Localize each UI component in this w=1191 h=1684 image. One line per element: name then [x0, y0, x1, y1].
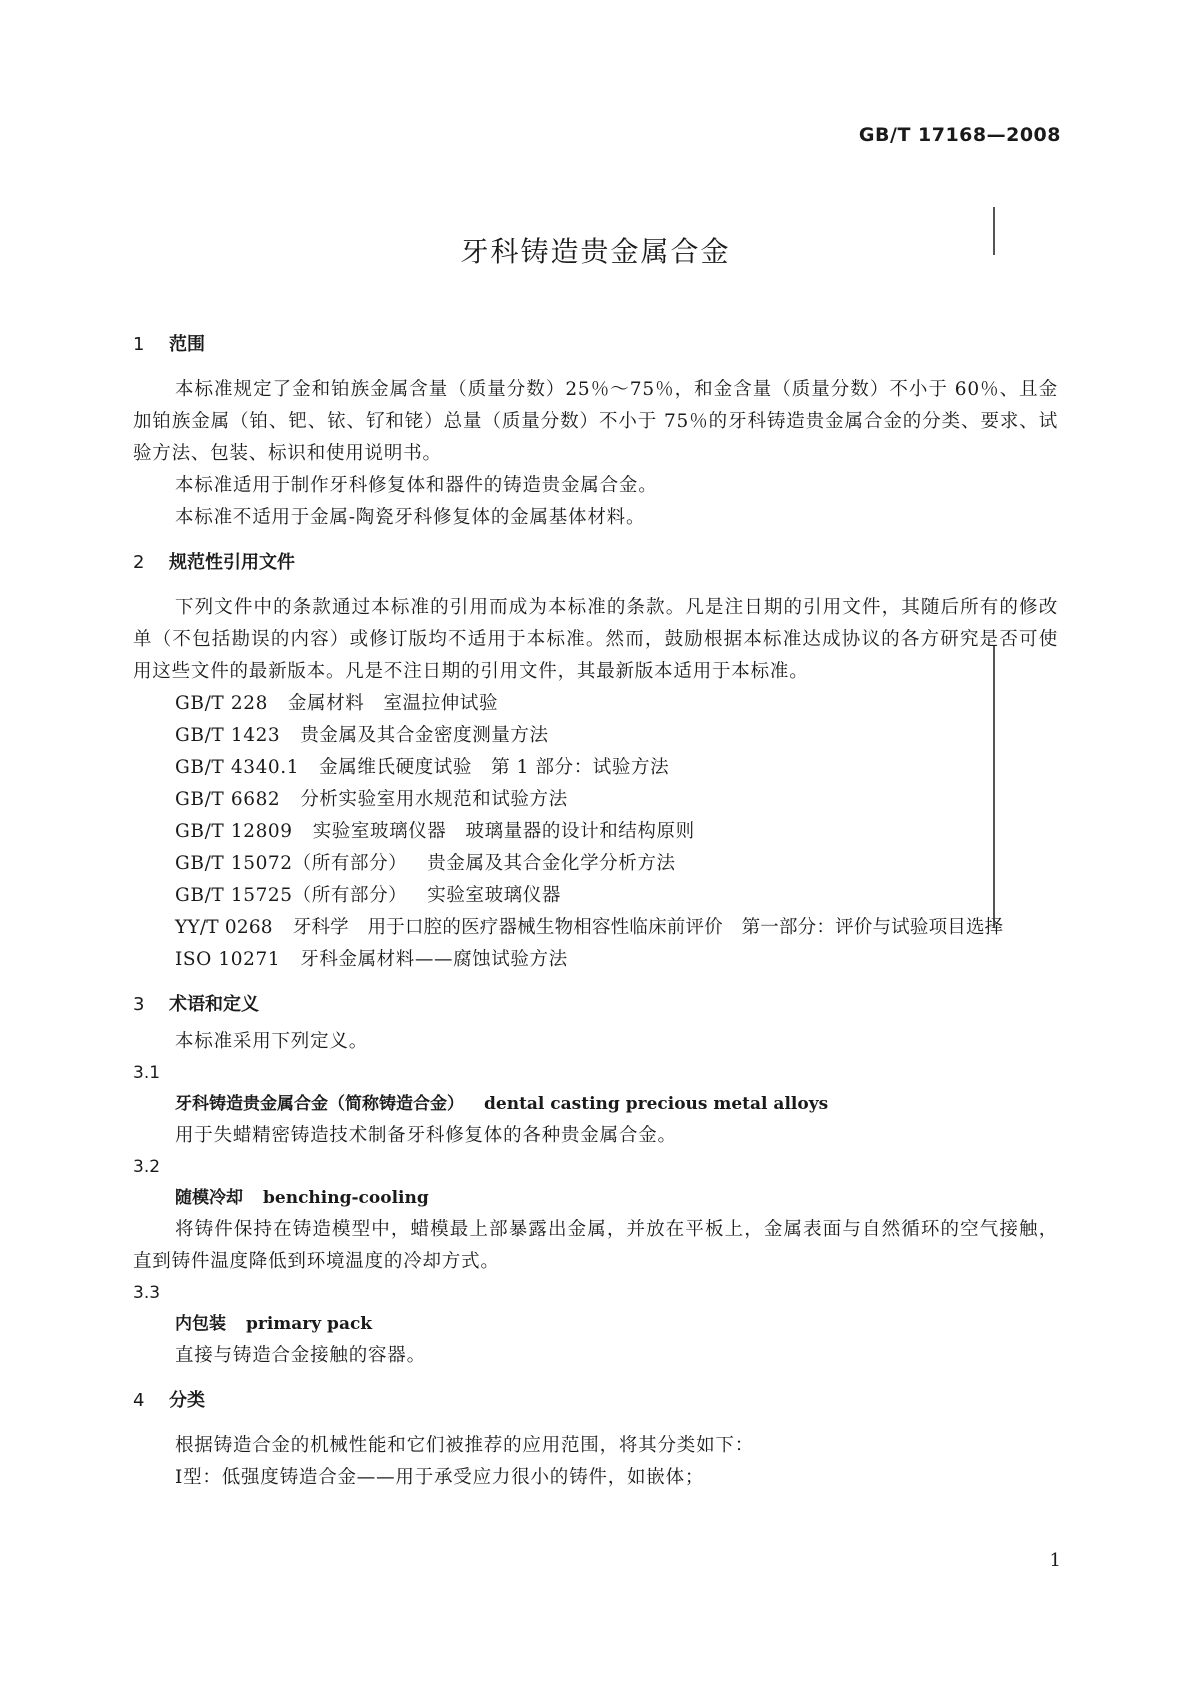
reference-code: GB/T 15725（所有部分）: [175, 885, 408, 906]
reference-item: [133, 944, 1058, 976]
section-number: 3: [133, 994, 145, 1015]
reference-code: YY/T 0268: [175, 917, 273, 938]
section-title: 范围: [169, 334, 205, 355]
section-title: 分类: [169, 1390, 205, 1411]
section-1-paragraph-2: 本标准适用于制作牙科修复体和器件的铸造贵金属合金。: [175, 475, 658, 496]
reference-title: 实验室玻璃仪器: [427, 885, 561, 906]
reference-title: 贵金属及其合金密度测量方法: [300, 725, 549, 746]
term-name-english: dental casting precious metal alloys: [484, 1094, 829, 1114]
reference-code: GB/T 12809: [175, 821, 293, 842]
reference-item: [133, 720, 1058, 752]
reference-code: GB/T 1423: [175, 725, 281, 746]
term-name-chinese: 随模冷却: [175, 1188, 243, 1208]
section-4-intro: 根据铸造合金的机械性能和它们被推荐的应用范围，将其分类如下：: [175, 1435, 755, 1456]
page-number: 1: [1049, 1550, 1061, 1571]
term-name-english: benching-cooling: [263, 1188, 429, 1208]
term-name: [133, 1182, 1058, 1214]
reference-item: [133, 752, 1058, 784]
reference-title: 牙科金属材料——腐蚀试验方法: [300, 949, 568, 970]
section-title: 规范性引用文件: [169, 552, 295, 573]
reference-title: 实验室玻璃仪器 玻璃量器的设计和结构原则: [312, 821, 695, 842]
term-definition: 将铸件保持在铸造模型中，蜡模最上部暴露出金属，并放在平板上，金属表面与自然循环的空气接触，直到铸件温度降低到环境温度的冷却方式。: [133, 1219, 1058, 1272]
section-number: 4: [133, 1390, 145, 1411]
reference-item: [133, 880, 1058, 912]
term-number: 3.2: [133, 1157, 161, 1177]
section-3-intro: 本标准采用下列定义。: [175, 1031, 369, 1052]
reference-code: GB/T 6682: [175, 789, 281, 810]
reference-code: GB/T 228: [175, 693, 268, 714]
term-number: 3.3: [133, 1283, 161, 1303]
reference-title: 分析实验室用水规范和试验方法: [300, 789, 568, 810]
reference-title: 金属维氏硬度试验 第 1 部分：试验方法: [319, 757, 670, 778]
section-title: 术语和定义: [169, 994, 259, 1015]
standard-number: GB/T 17168—2008: [858, 124, 1061, 146]
reference-item: [133, 816, 1058, 848]
term-name: [133, 1308, 1058, 1340]
section-1-heading: [133, 330, 1058, 360]
reference-item: [133, 848, 1058, 880]
term-definition: 直接与铸造合金接触的容器。: [175, 1345, 426, 1366]
document-title: 牙科铸造贵金属合金: [460, 235, 731, 268]
normative-reference-list: [133, 688, 1058, 976]
section-2-intro: 下列文件中的条款通过本标准的引用而成为本标准的条款。凡是注日期的引用文件，其随后所有的修改单（不包括勘误的内容）或修订版均不适用于本标准。然而，鼓励根据本标准达成协议的各方研究是否可使用这些文件的最新版本。凡是不注日期的引用文件，其最新版本适用于本标准。: [133, 597, 1058, 682]
term-number: 3.1: [133, 1063, 161, 1083]
section-number: 1: [133, 334, 145, 355]
term-definition: 用于失蜡精密铸造技术制备牙科修复体的各种贵金属合金。: [175, 1125, 677, 1146]
reference-code: ISO 10271: [175, 949, 281, 970]
section-4-heading: [133, 1386, 1058, 1416]
section-1-paragraph-3: 本标准不适用于金属-陶瓷牙科修复体的金属基体材料。: [175, 507, 646, 528]
reference-item: [133, 784, 1058, 816]
section-1-paragraph-1: 本标准规定了金和铂族金属含量（质量分数）25％～75％，和金含量（质量分数）不小于 60％、且金加铂族金属（铂、钯、铱、钌和铑）总量（质量分数）不小于 75％的牙科铸造贵金属合金的分类、要求、试验方法、包装、标识和使用说明书。: [133, 379, 1058, 464]
section-number: 2: [133, 552, 145, 573]
term-name-chinese: 内包装: [175, 1314, 226, 1334]
reference-item: [133, 912, 1058, 944]
term-name-chinese: 牙科铸造贵金属合金（简称铸造合金）: [175, 1094, 464, 1114]
term-name-english: primary pack: [246, 1314, 373, 1334]
reference-code: GB/T 4340.1: [175, 757, 300, 778]
classification-type-1: Ⅰ型：低强度铸造合金——用于承受应力很小的铸件，如嵌体；: [175, 1467, 705, 1488]
reference-code: GB/T 15072（所有部分）: [175, 853, 408, 874]
term-name: [133, 1088, 1058, 1120]
reference-title: 贵金属及其合金化学分析方法: [427, 853, 676, 874]
reference-item: [133, 688, 1058, 720]
document-body: [133, 330, 1058, 1494]
section-3-heading: [133, 990, 1058, 1020]
reference-title: 金属材料 室温拉伸试验: [287, 693, 499, 714]
reference-title: 牙科学 用于口腔的医疗器械生物相容性临床前评价 第一部分：评价与试验项目选择: [292, 917, 1004, 938]
section-2-heading: [133, 548, 1058, 578]
